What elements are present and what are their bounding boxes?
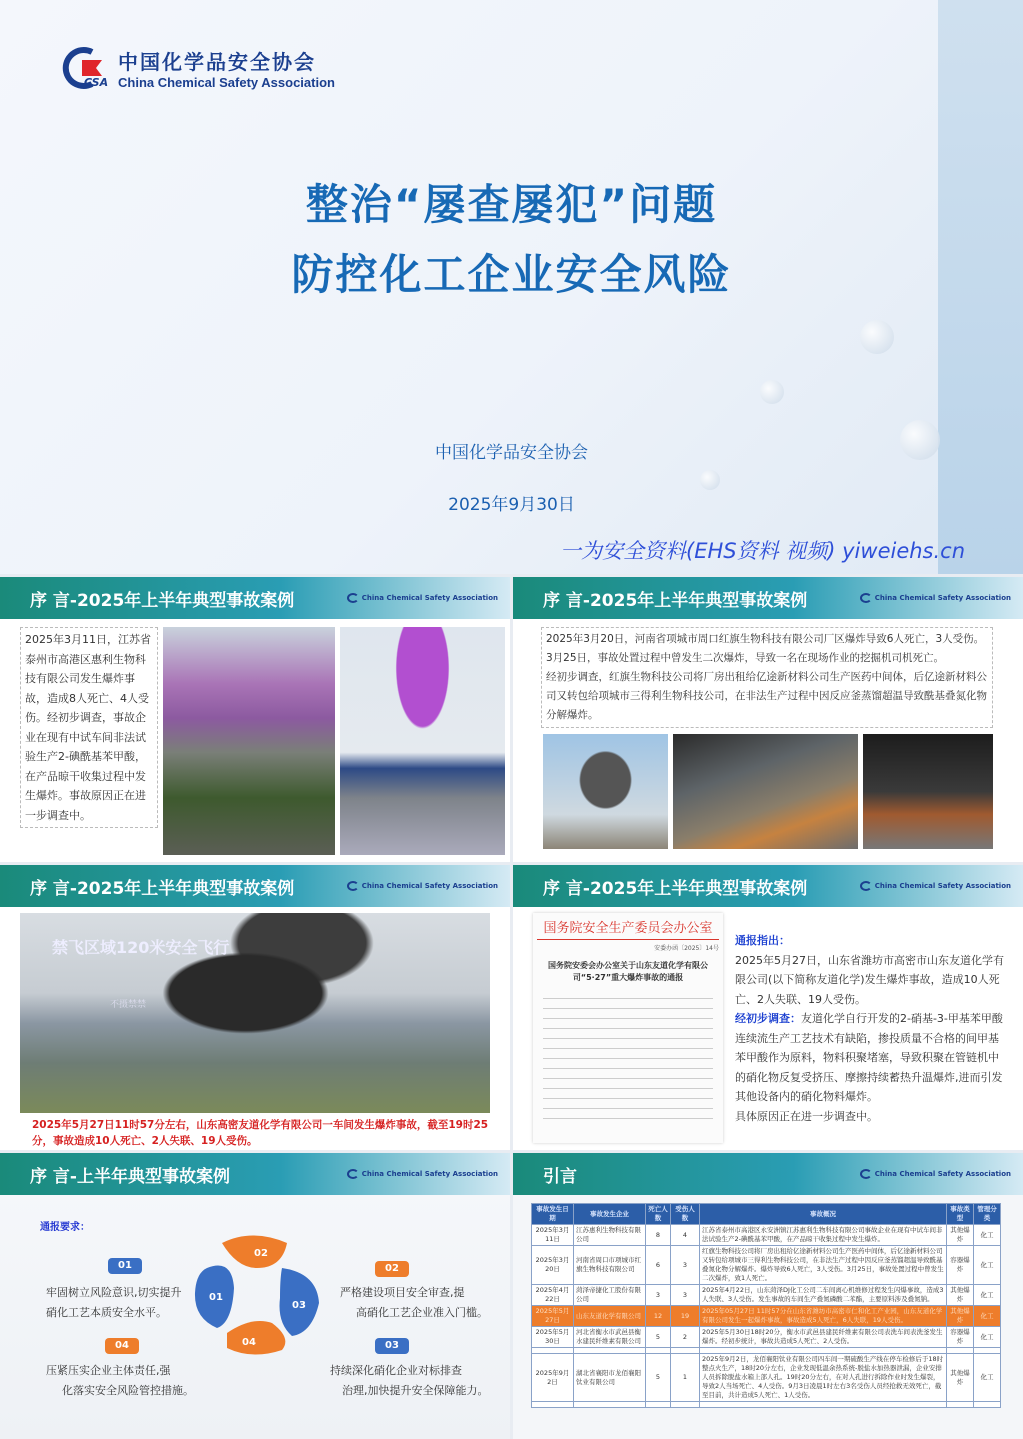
table-cell: 2025年5月27日 xyxy=(532,1306,574,1327)
table-cell: 山东友道化学有限公司 xyxy=(574,1306,646,1327)
table-cell xyxy=(671,1402,700,1408)
svg-text:CSA: CSA xyxy=(84,76,109,89)
table-cell: 8 xyxy=(646,1225,671,1246)
table-cell: 江苏惠利生物科技有限公司 xyxy=(574,1225,646,1246)
column-header: 受伤人数 xyxy=(671,1204,700,1225)
four-part-cycle-diagram xyxy=(192,1228,322,1358)
label-investigation: 经初步调查： xyxy=(735,1012,801,1025)
table-cell: 6 xyxy=(646,1246,671,1285)
molecule-decoration xyxy=(760,380,784,404)
requirement-item: 压紧压实企业主体责任,强 化落实安全风险管控措施。 xyxy=(46,1364,194,1397)
table-cell: 5 xyxy=(646,1354,671,1402)
csa-logo-icon xyxy=(62,46,110,90)
table-cell: 2025年3月11日 xyxy=(532,1225,574,1246)
column-header: 事故概况 xyxy=(700,1204,947,1225)
cover-title-line1: 整治“屡查屡犯”问题 xyxy=(305,180,718,229)
slide-title: 序 言-2025年上半年典型事故案例 xyxy=(30,878,295,899)
table-cell: 化工 xyxy=(974,1285,1001,1306)
official-notice-document xyxy=(533,913,723,1143)
table-cell: 19 xyxy=(671,1306,700,1327)
table-cell: 2025年4月22日，山东菏泽DJ化工公司二车间离心机维修过程发生闪爆事故，造成3人失联、3人受伤。发生事故的车间生产叠氮磷酸二苯酯，主要原料涉及叠氮钠。 xyxy=(700,1285,947,1306)
slide-title: 引言 xyxy=(543,1166,577,1187)
cover-org: 中国化学品安全协会 xyxy=(435,443,588,463)
table-row xyxy=(532,1354,1001,1402)
case-description: 2025年3月11日，江苏省泰州市高港区惠利生物科技有限公司发生爆炸事故，造成8人死亡、4人受伤。经初步调查，事故企业在现有中试车间非法试验生产2-碘酰基苯甲酸，在产品晾干收集过程中发生爆炸。事故原因正在进一步调查中。 xyxy=(20,627,158,828)
table-row xyxy=(532,1225,1001,1246)
notice-summary xyxy=(735,931,1005,1126)
notice-paragraph: 2025年5月27日，山东省潍坊市高密市山东友道化学有限公司(以下简称友道化学)发生爆炸事故，造成10人死亡、2人失联、19人受伤。 xyxy=(735,953,1004,1006)
table-cell: 其他爆炸 xyxy=(947,1285,974,1306)
table-row xyxy=(532,1327,1001,1348)
svg-text:01: 01 xyxy=(209,1292,223,1303)
table-cell: 2025年9月2日 xyxy=(532,1354,574,1402)
table-cell: 其他爆炸 xyxy=(947,1225,974,1246)
cover-title-line2: 防控化工企业安全风险 xyxy=(291,250,732,299)
slide-title: 序 言-2025年上半年典型事故案例 xyxy=(543,590,808,611)
table-cell: 化工 xyxy=(974,1306,1001,1327)
notice-header: 国务院安全生产委员会办公室 xyxy=(537,917,719,940)
header-logo: China Chemical Safety Association xyxy=(347,593,498,603)
table-cell: 其他爆炸 xyxy=(947,1354,974,1402)
logo-cn: 中国化学品安全协会 xyxy=(118,50,316,74)
table-cell: 容器爆炸 xyxy=(947,1327,974,1348)
logo-icon xyxy=(860,1169,872,1179)
header-logo: China Chemical Safety Association xyxy=(860,593,1011,603)
aerial-explosion-photo xyxy=(20,913,490,1113)
slide-title: 序 言-2025年上半年典型事故案例 xyxy=(543,878,808,899)
table-cell: 2025年3月20日 xyxy=(532,1246,574,1285)
svg-text:04: 04 xyxy=(242,1337,256,1348)
accident-caption: 2025年5月27日11时57分左右，山东高密友道化学有限公司一车间发生爆炸事故，截至19时25分，事故造成10人死亡、2人失联、19人受伤。 xyxy=(32,1119,489,1147)
svg-text:02: 02 xyxy=(254,1248,268,1259)
slide-requirements xyxy=(0,1153,510,1439)
explosion-photo xyxy=(863,734,993,849)
case-paragraph: 经初步调查，红旗生物科技公司将厂房出租给亿途新材料公司生产医药中间体，后亿途新材料公司又转包给项城市三得利生物科技公司，在非法生产过程中因反应釜蒸馏超温导致酰基叠氮化物分解爆炸。 xyxy=(546,671,987,721)
photo-overlay-text: 禁飞区域120米安全飞行 xyxy=(52,938,230,957)
table-cell: 12 xyxy=(646,1306,671,1327)
table-cell xyxy=(574,1402,646,1408)
logo-icon xyxy=(347,881,359,891)
requirement-item: 严格建设项目安全审查,提 高硝化工艺企业准入门槛。 xyxy=(340,1286,488,1319)
table-row xyxy=(532,1246,1001,1285)
notice-number: 安委办函〔2025〕14号 xyxy=(654,945,719,952)
accident-table xyxy=(531,1203,1001,1408)
segment-04 xyxy=(227,1321,285,1355)
slide-accident-table xyxy=(513,1153,1023,1439)
notice-body xyxy=(543,992,713,1122)
table-cell: 菏泽帝捷化工股份有限公司 xyxy=(574,1285,646,1306)
table-cell: 江苏省泰州市高港区永安洲镇江苏惠利生物科技有限公司事故企业在现有中试车间非法试验生产2-碘酰基苯甲酸，在产品晾干收集过程中发生爆炸。 xyxy=(700,1225,947,1246)
slide-case-youdao-photo xyxy=(0,865,510,1150)
table-cell: 化工 xyxy=(974,1246,1001,1285)
label-notice: 通报指出： xyxy=(735,934,790,947)
table-cell xyxy=(646,1402,671,1408)
table-cell: 2025年4月22日 xyxy=(532,1285,574,1306)
table-cell: 2025年5月30日18时20分，衡水市武邑县建民纤维素有限公司表洗车间表洗釜发生爆炸。经初步统计，事故共造成5人死亡、2人受伤。 xyxy=(700,1327,947,1348)
requirement-item: 持续深化硝化企业对标排查 治理,加快提升安全保障能力。 xyxy=(330,1364,489,1397)
case-paragraph: 2025年3月20日，河南省项城市周口红旗生物科技有限公司厂区爆炸导致6人死亡，3人受伤。3月25日，事故处置过程中曾发生二次爆炸，导致一名在现场作业的挖掘机司机死亡。 xyxy=(546,633,985,664)
slide-case-henan xyxy=(513,577,1023,862)
table-cell xyxy=(947,1402,974,1408)
column-header: 事故类型 xyxy=(947,1204,974,1225)
table-cell: 5 xyxy=(646,1327,671,1348)
table-row xyxy=(532,1306,1001,1327)
association-logo xyxy=(62,46,335,90)
requirements-label: 通报要求： xyxy=(40,1222,90,1233)
table-cell: 3 xyxy=(671,1285,700,1306)
column-header: 管理分类 xyxy=(974,1204,1001,1225)
table-cell: 3 xyxy=(646,1285,671,1306)
explosion-photo xyxy=(340,627,505,855)
accident-table-container xyxy=(531,1203,1001,1408)
requirement-item: 牢固树立风险意识,切实提升 硝化工艺本质安全水平。 xyxy=(46,1286,182,1319)
logo-icon xyxy=(860,593,872,603)
column-header: 事故发生企业 xyxy=(574,1204,646,1225)
table-cell: 2025年5月30日 xyxy=(532,1327,574,1348)
slide-case-jiangsu xyxy=(0,577,510,862)
header-logo: China Chemical Safety Association xyxy=(347,881,498,891)
svg-text:03: 03 xyxy=(292,1300,306,1311)
logo-en: China Chemical Safety Association xyxy=(118,75,335,90)
explosion-photo xyxy=(673,734,858,849)
table-cell: 化工 xyxy=(974,1225,1001,1246)
column-header: 死亡人数 xyxy=(646,1204,671,1225)
explosion-photo xyxy=(543,734,668,849)
logo-icon xyxy=(860,881,872,891)
further-investigation: 具体原因正在进一步调查中。 xyxy=(735,1109,878,1123)
table-cell: 容器爆炸 xyxy=(947,1246,974,1285)
table-cell: 化工 xyxy=(974,1327,1001,1348)
table-cell: 2025年9月2日，龙佰襄阳钛业有限公司四车间一期硫酸生产线在停车检修后于18时整点火生产，18时20分左右，企业发现低温余热系统-脱盐水加热器泄漏，企业安排人员拆除脱盐水箱上部人孔。19时20分左右，在对人孔进行拆除作业时发生爆裂，导致2人当场死亡、4人受伤。9月3日凌晨1时左右3名受伤人员经抢救无效死亡，截至目前，共计造成5人死亡、1人受伤。 xyxy=(700,1354,947,1402)
watermark: 一为安全资料(EHS资料 视频) yiweiehs.cn xyxy=(560,539,966,563)
investigation-paragraph: 友道化学自行开发的2-硝基-3-甲基苯甲酸连续流生产工艺技术有缺陷，掺投质量不合格的间甲基苯甲酸作为原料，物料积聚堵塞，导致积聚在管链机中的硝化物反复受挤压、摩擦持续蓄热升温爆炸,进而引发其他设备内的硝化物料爆炸。 xyxy=(735,1012,1003,1103)
notice-title: 国务院安委会办公室关于山东友道化学有限公司“5·27”重大爆炸事故的通报 xyxy=(548,961,708,982)
table-cell xyxy=(700,1402,947,1408)
logo-icon xyxy=(347,593,359,603)
slide-title: 序 言-上半年典型事故案例 xyxy=(30,1166,230,1187)
photo-overlay-text: 不摄禁禁 xyxy=(110,1000,147,1010)
table-row xyxy=(532,1285,1001,1306)
table-row xyxy=(532,1402,1001,1408)
table-cell: 2025年05月27日 11时57分在山东省潍坊市高密市仁和化工产业园，山东友道化学有限公司发生一起爆炸事故，事故造成5人死亡，6人失联，19人受伤。 xyxy=(700,1306,947,1327)
table-cell: 4 xyxy=(671,1225,700,1246)
table-cell: 河北省衡水市武邑县衡水建民纤维素有限公司 xyxy=(574,1327,646,1348)
explosion-photo xyxy=(163,627,335,855)
header-logo: China Chemical Safety Association xyxy=(860,881,1011,891)
table-cell: 化工 xyxy=(974,1354,1001,1402)
item-badge: 01 xyxy=(108,1258,142,1274)
logo-icon xyxy=(347,1169,359,1179)
slide-case-youdao-notice xyxy=(513,865,1023,1150)
column-header: 事故发生日期 xyxy=(532,1204,574,1225)
table-cell: 红旗生物科技公司将厂房出租给亿途新材料公司生产医药中间体，后亿途新材料公司又转包给项城市三得利生物科技公司，在非法生产过程中因反应釜蒸馏超温导致酰基叠氮化物分解爆炸。爆炸导致6人死亡，3人受伤。3月25日，事故处置过程中曾发生二次爆炸，致1人死亡。 xyxy=(700,1246,947,1285)
table-cell xyxy=(532,1402,574,1408)
table-cell: 其他爆炸 xyxy=(947,1306,974,1327)
cover-date: 2025年9月30日 xyxy=(448,495,575,515)
header-logo: China Chemical Safety Association xyxy=(860,1169,1011,1179)
header-logo: China Chemical Safety Association xyxy=(347,1169,498,1179)
table-cell: 2 xyxy=(671,1327,700,1348)
molecule-decoration xyxy=(700,470,720,490)
item-badge: 03 xyxy=(375,1338,409,1354)
item-badge: 02 xyxy=(375,1261,409,1277)
table-cell xyxy=(974,1402,1001,1408)
table-cell: 3 xyxy=(671,1246,700,1285)
table-cell: 1 xyxy=(671,1354,700,1402)
slide-title: 序 言-2025年上半年典型事故案例 xyxy=(30,590,295,611)
molecule-decoration xyxy=(860,320,894,354)
table-cell: 湖北省襄阳市龙佰襄阳钛业有限公司 xyxy=(574,1354,646,1402)
cover-slide xyxy=(0,0,1023,574)
item-badge: 04 xyxy=(105,1338,139,1354)
table-cell: 河南省周口市项城市红旗生物科技有限公司 xyxy=(574,1246,646,1285)
